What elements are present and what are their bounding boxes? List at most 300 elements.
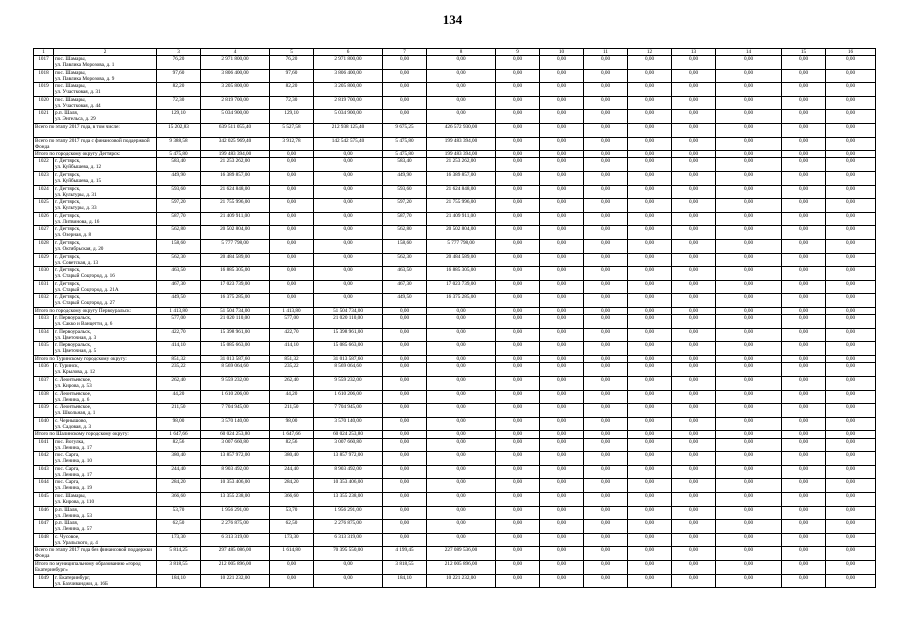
value-cell: 0,00	[826, 185, 876, 199]
value-cell: 0,00	[496, 280, 540, 294]
value-cell: 0,00	[672, 199, 716, 213]
value-cell: 0,00	[826, 356, 876, 363]
value-cell: 0,00	[270, 240, 314, 254]
value-cell: 0,00	[782, 533, 826, 547]
value-cell: 0,00	[826, 123, 876, 137]
value-cell: 173,30	[270, 533, 314, 547]
value-cell: 0,00	[628, 267, 672, 281]
value-cell: 593,60	[157, 185, 201, 199]
total-label: Всего по этапу 2017 года без финансовой поддержки Фонда	[34, 547, 157, 561]
value-cell: 0,00	[540, 212, 584, 226]
value-cell: 0,00	[314, 253, 383, 267]
value-cell: 0,00	[716, 69, 782, 83]
value-cell: 82,56	[157, 438, 201, 452]
value-cell: 0,00	[584, 506, 628, 520]
value-cell: 1 956 291,00	[314, 506, 383, 520]
value-cell: 0,00	[628, 123, 672, 137]
value-cell: 0,00	[496, 253, 540, 267]
value-cell: 0,00	[672, 307, 716, 314]
value-cell: 0,00	[427, 417, 496, 431]
value-cell: 0,00	[584, 342, 628, 356]
row-number: 1044	[34, 479, 54, 493]
value-cell: 0,00	[540, 328, 584, 342]
value-cell: 0,00	[427, 533, 496, 547]
value-cell: 0,00	[826, 363, 876, 377]
value-cell: 0,00	[584, 417, 628, 431]
row-number: 1021	[34, 110, 54, 124]
address-cell	[54, 172, 157, 186]
row-number: 1033	[34, 315, 54, 329]
row-number: 1029	[34, 253, 54, 267]
value-cell: 3 007 660,80	[314, 438, 383, 452]
row-number: 1027	[34, 226, 54, 240]
address-cell	[54, 267, 157, 281]
value-cell: 15 085 663,00	[314, 342, 383, 356]
column-header: 2	[54, 49, 157, 56]
value-cell: 467,30	[157, 280, 201, 294]
total-row	[34, 307, 876, 314]
value-cell: 0,00	[628, 172, 672, 186]
value-cell: 244,40	[270, 465, 314, 479]
value-cell: 82,20	[157, 83, 201, 97]
value-cell: 0,00	[782, 438, 826, 452]
address-line: г. Дегтярск,	[55, 280, 81, 287]
value-cell: 0,00	[782, 212, 826, 226]
value-cell: 0,00	[628, 363, 672, 377]
value-cell: 0,00	[383, 356, 427, 363]
value-cell: 0,00	[496, 465, 540, 479]
column-number-row	[34, 49, 876, 56]
value-cell: 0,00	[628, 226, 672, 240]
value-cell: 0,00	[496, 137, 540, 151]
value-cell: 72,30	[270, 96, 314, 110]
address-line: г. Дегтярск,	[55, 240, 81, 247]
value-cell: 0,00	[672, 226, 716, 240]
value-cell: 199 483 394,00	[201, 151, 270, 158]
value-cell: 284,20	[157, 479, 201, 493]
value-cell: 0,00	[826, 574, 876, 588]
value-cell: 3 912,78	[270, 137, 314, 151]
value-cell: 2 819 700,00	[314, 96, 383, 110]
address-cell	[54, 506, 157, 520]
value-cell: 0,00	[383, 479, 427, 493]
address-line: г. Дегтярск,	[55, 226, 81, 233]
value-cell: 0,00	[383, 328, 427, 342]
table-row	[34, 212, 876, 226]
value-cell: 0,00	[270, 253, 314, 267]
value-cell: 0,00	[540, 431, 584, 438]
value-cell: 587,70	[383, 212, 427, 226]
value-cell: 76,20	[270, 56, 314, 70]
value-cell: 9 559 232,00	[314, 376, 383, 390]
value-cell: 0,00	[496, 417, 540, 431]
value-cell: 0,00	[782, 172, 826, 186]
value-cell: 0,00	[826, 452, 876, 466]
value-cell: 53,70	[270, 506, 314, 520]
row-number: 1047	[34, 520, 54, 534]
address-line: ул. Старый Соцгород, д. 16	[55, 273, 115, 280]
value-cell: 0,00	[383, 465, 427, 479]
table-row	[34, 328, 876, 342]
address-line: пос. Сарга,	[55, 465, 80, 472]
value-cell: 0,00	[782, 199, 826, 213]
value-cell: 0,00	[584, 479, 628, 493]
address-cell	[54, 390, 157, 404]
value-cell: 0,00	[782, 83, 826, 97]
address-cell	[54, 417, 157, 431]
value-cell: 235,22	[157, 363, 201, 377]
value-cell: 0,00	[427, 493, 496, 507]
address-cell	[54, 110, 157, 124]
row-number: 1025	[34, 199, 54, 213]
total-label: Итого по Туринскому городскому округу:	[34, 356, 157, 363]
value-cell: 449,90	[157, 172, 201, 186]
value-cell: 0,00	[540, 307, 584, 314]
value-cell: 577,00	[157, 315, 201, 329]
value-cell: 5 814,25	[157, 547, 201, 561]
value-cell: 449,50	[383, 294, 427, 308]
value-cell: 72,30	[157, 96, 201, 110]
value-cell: 0,00	[383, 69, 427, 83]
row-number: 1036	[34, 363, 54, 377]
value-cell: 0,00	[716, 56, 782, 70]
value-cell: 0,00	[314, 226, 383, 240]
value-cell: 82,20	[270, 83, 314, 97]
value-cell: 0,00	[826, 390, 876, 404]
total-label: Итого по муниципальному образованию «город Екатеринбург»	[34, 560, 157, 574]
value-cell: 0,00	[628, 417, 672, 431]
value-cell: 212 005 896,00	[427, 560, 496, 574]
value-cell: 297 485 086,00	[201, 547, 270, 561]
value-cell: 0,00	[540, 506, 584, 520]
address-line: пос. Вогулка,	[55, 438, 85, 445]
value-cell: 0,00	[826, 172, 876, 186]
address-line: пос. Шамары,	[55, 83, 86, 90]
value-cell: 0,00	[496, 69, 540, 83]
value-cell: 0,00	[672, 520, 716, 534]
value-cell: 0,00	[427, 465, 496, 479]
value-cell: 0,00	[540, 199, 584, 213]
value-cell: 262,40	[157, 376, 201, 390]
value-cell: 0,00	[716, 240, 782, 254]
value-cell: 449,90	[383, 172, 427, 186]
row-number: 1038	[34, 390, 54, 404]
value-cell: 0,00	[716, 342, 782, 356]
value-cell: 199 483 394,00	[427, 137, 496, 151]
row-number: 1023	[34, 172, 54, 186]
value-cell: 583,40	[383, 158, 427, 172]
address-line: ул. Участковая, д. 44	[55, 102, 101, 109]
value-cell: 0,00	[672, 452, 716, 466]
column-header: 7	[383, 49, 427, 56]
value-cell: 0,00	[584, 69, 628, 83]
value-cell: 467,30	[383, 280, 427, 294]
table-row	[34, 479, 876, 493]
value-cell: 0,00	[270, 158, 314, 172]
value-cell: 0,00	[270, 267, 314, 281]
value-cell: 0,00	[383, 506, 427, 520]
value-cell: 0,00	[826, 253, 876, 267]
value-cell: 0,00	[672, 123, 716, 137]
total-row	[34, 123, 876, 137]
value-cell: 0,00	[716, 158, 782, 172]
value-cell: 0,00	[672, 574, 716, 588]
value-cell: 5 034 900,00	[314, 110, 383, 124]
value-cell: 0,00	[628, 158, 672, 172]
value-cell: 0,00	[383, 520, 427, 534]
value-cell: 0,00	[496, 185, 540, 199]
value-cell: 0,00	[584, 452, 628, 466]
address-line: р.п. Шаля,	[55, 520, 79, 527]
value-cell: 0,00	[584, 404, 628, 418]
value-cell: 0,00	[672, 547, 716, 561]
value-cell: 0,00	[782, 185, 826, 199]
value-cell: 16 389 857,00	[427, 172, 496, 186]
value-cell: 10 353 406,00	[201, 479, 270, 493]
address-line: пос. Шамары,	[55, 69, 86, 76]
value-cell: 0,00	[584, 431, 628, 438]
value-cell: 0,00	[782, 96, 826, 110]
value-cell: 31 013 587,60	[314, 356, 383, 363]
address-line: ул. Старый Соцгород, д. 27	[55, 300, 115, 307]
address-line: ул. Цветочная, д. 5	[55, 348, 97, 355]
value-cell: 426 572 930,00	[427, 123, 496, 137]
value-cell: 0,00	[584, 520, 628, 534]
value-cell: 0,00	[584, 199, 628, 213]
value-cell: 0,00	[716, 479, 782, 493]
address-line: ул. Ленина, д. 53	[55, 512, 92, 519]
row-number: 1041	[34, 438, 54, 452]
table-row	[34, 520, 876, 534]
value-cell: 0,00	[540, 479, 584, 493]
address-line: г. Дегтярск,	[55, 199, 81, 206]
row-number: 1018	[34, 69, 54, 83]
address-line: с. Леонтьевское,	[55, 404, 92, 411]
value-cell: 0,00	[826, 376, 876, 390]
value-cell: 0,00	[628, 479, 672, 493]
value-cell: 0,00	[540, 96, 584, 110]
value-cell: 60 024 253,80	[201, 431, 270, 438]
value-cell: 0,00	[628, 240, 672, 254]
value-cell: 97,60	[157, 69, 201, 83]
value-cell: 366,60	[157, 493, 201, 507]
value-cell: 5 475,80	[383, 151, 427, 158]
value-cell: 13 355 238,00	[201, 493, 270, 507]
value-cell: 0,00	[383, 363, 427, 377]
value-cell: 16 375 285,00	[201, 294, 270, 308]
value-cell: 0,00	[496, 560, 540, 574]
value-cell: 3 570 140,00	[201, 417, 270, 431]
value-cell: 0,00	[427, 404, 496, 418]
value-cell: 593,60	[383, 185, 427, 199]
value-cell: 0,00	[584, 253, 628, 267]
value-cell: 0,00	[826, 212, 876, 226]
value-cell: 0,00	[826, 342, 876, 356]
value-cell: 0,00	[826, 533, 876, 547]
value-cell: 0,00	[782, 315, 826, 329]
value-cell: 0,00	[628, 96, 672, 110]
value-cell: 0,00	[826, 226, 876, 240]
address-cell	[54, 342, 157, 356]
address-line: ул. Советская, д. 13	[55, 259, 99, 266]
value-cell: 0,00	[540, 363, 584, 377]
value-cell: 212 005 896,00	[201, 560, 270, 574]
value-cell: 0,00	[672, 253, 716, 267]
total-row	[34, 560, 876, 574]
value-cell: 184,10	[157, 574, 201, 588]
value-cell: 0,00	[716, 417, 782, 431]
address-cell	[54, 465, 157, 479]
value-cell: 0,00	[427, 431, 496, 438]
value-cell: 0,00	[672, 172, 716, 186]
address-cell	[54, 574, 157, 588]
value-cell: 98,00	[157, 417, 201, 431]
table-row	[34, 404, 876, 418]
value-cell: 211,50	[157, 404, 201, 418]
value-cell: 0,00	[782, 417, 826, 431]
value-cell: 0,00	[716, 280, 782, 294]
total-row	[34, 547, 876, 561]
value-cell: 60 024 253,80	[314, 431, 383, 438]
value-cell: 0,00	[540, 452, 584, 466]
value-cell: 0,00	[826, 328, 876, 342]
value-cell: 0,00	[427, 363, 496, 377]
value-cell: 15 085 663,00	[201, 342, 270, 356]
value-cell: 4 199,45	[383, 547, 427, 561]
address-line: ул. Озерная, д. 8	[55, 232, 92, 239]
table-row	[34, 110, 876, 124]
value-cell: 0,00	[540, 280, 584, 294]
value-cell: 0,00	[427, 315, 496, 329]
value-cell: 0,00	[383, 452, 427, 466]
value-cell: 583,40	[157, 158, 201, 172]
row-number: 1020	[34, 96, 54, 110]
value-cell: 0,00	[496, 547, 540, 561]
value-cell: 0,00	[716, 267, 782, 281]
column-header: 5	[270, 49, 314, 56]
value-cell: 0,00	[496, 404, 540, 418]
value-cell: 0,00	[270, 172, 314, 186]
value-cell: 158,60	[383, 240, 427, 254]
address-cell	[54, 479, 157, 493]
value-cell: 0,00	[584, 110, 628, 124]
value-cell: 0,00	[628, 547, 672, 561]
value-cell: 0,00	[314, 267, 383, 281]
address-line: с. Чернышово,	[55, 417, 88, 424]
value-cell: 0,00	[628, 83, 672, 97]
value-cell: 0,00	[716, 151, 782, 158]
value-cell: 21 020 110,00	[314, 315, 383, 329]
value-cell: 21 755 996,00	[201, 199, 270, 213]
value-cell: 3 818,55	[383, 560, 427, 574]
table-row	[34, 158, 876, 172]
value-cell: 0,00	[782, 280, 826, 294]
value-cell: 9 675,25	[383, 123, 427, 137]
value-cell: 21 020 110,00	[201, 315, 270, 329]
value-cell: 0,00	[628, 280, 672, 294]
value-cell: 0,00	[782, 137, 826, 151]
value-cell: 0,00	[383, 315, 427, 329]
value-cell: 0,00	[584, 376, 628, 390]
value-cell: 0,00	[716, 363, 782, 377]
value-cell: 3 205 800,00	[201, 83, 270, 97]
value-cell: 0,00	[826, 493, 876, 507]
value-cell: 0,00	[584, 560, 628, 574]
address-cell	[54, 328, 157, 342]
address-line: ул. Павлика Морозова, д. 1	[55, 62, 115, 68]
value-cell: 0,00	[716, 376, 782, 390]
value-cell: 0,00	[584, 294, 628, 308]
value-cell: 380,40	[157, 452, 201, 466]
value-cell: 0,00	[496, 479, 540, 493]
value-cell: 0,00	[716, 506, 782, 520]
address-line: ул. Ленина, д. 19	[55, 485, 92, 492]
value-cell: 8 903 492,00	[314, 465, 383, 479]
value-cell: 0,00	[383, 307, 427, 314]
value-cell: 0,00	[270, 280, 314, 294]
value-cell: 0,00	[496, 110, 540, 124]
total-row	[34, 356, 876, 363]
value-cell: 0,00	[782, 390, 826, 404]
value-cell: 70 395 550,00	[314, 547, 383, 561]
value-cell: 0,00	[314, 185, 383, 199]
value-cell: 0,00	[427, 328, 496, 342]
value-cell: 0,00	[540, 417, 584, 431]
value-cell: 44,20	[157, 390, 201, 404]
value-cell: 0,00	[584, 280, 628, 294]
value-cell: 0,00	[314, 199, 383, 213]
table-row	[34, 69, 876, 83]
address-line: ул. Школьная, д. 1	[55, 410, 96, 417]
value-cell: 227 089 536,00	[427, 547, 496, 561]
address-line: г. Первоуральск,	[55, 328, 92, 335]
value-cell: 184,10	[383, 574, 427, 588]
value-cell: 0,00	[672, 404, 716, 418]
address-cell	[54, 83, 157, 97]
address-line: г. Первоуральск,	[55, 342, 92, 349]
total-label: Всего по этапу 2017 года с финансовой поддержкой Фонда	[34, 137, 157, 151]
table-row	[34, 253, 876, 267]
value-cell: 0,00	[540, 390, 584, 404]
value-cell: 76,20	[157, 56, 201, 70]
column-header: 3	[157, 49, 201, 56]
address-line: г. Дегтярск,	[55, 185, 81, 192]
address-cell	[54, 404, 157, 418]
value-cell: 2 819 700,00	[201, 96, 270, 110]
column-header: 12	[628, 49, 672, 56]
value-cell: 0,00	[383, 83, 427, 97]
value-cell: 0,00	[628, 560, 672, 574]
address-line: г. Дегтярск,	[55, 172, 81, 179]
value-cell: 0,00	[540, 151, 584, 158]
value-cell: 422,70	[270, 328, 314, 342]
value-cell: 0,00	[826, 110, 876, 124]
value-cell: 0,00	[672, 151, 716, 158]
table-row	[34, 199, 876, 213]
address-line: ул. Литвинова, д. 16	[55, 218, 100, 225]
address-line: г. Дегтярск,	[55, 294, 81, 301]
value-cell: 0,00	[496, 83, 540, 97]
value-cell: 17 023 739,00	[201, 280, 270, 294]
value-cell: 639 511 055,40	[201, 123, 270, 137]
value-cell: 199 483 394,00	[427, 151, 496, 158]
table-row	[34, 363, 876, 377]
value-cell: 0,00	[427, 307, 496, 314]
value-cell: 0,00	[314, 151, 383, 158]
value-cell: 0,00	[628, 212, 672, 226]
value-cell: 0,00	[314, 280, 383, 294]
address-line: ул. Сакко и Ванцетти, д. 6	[55, 321, 113, 328]
